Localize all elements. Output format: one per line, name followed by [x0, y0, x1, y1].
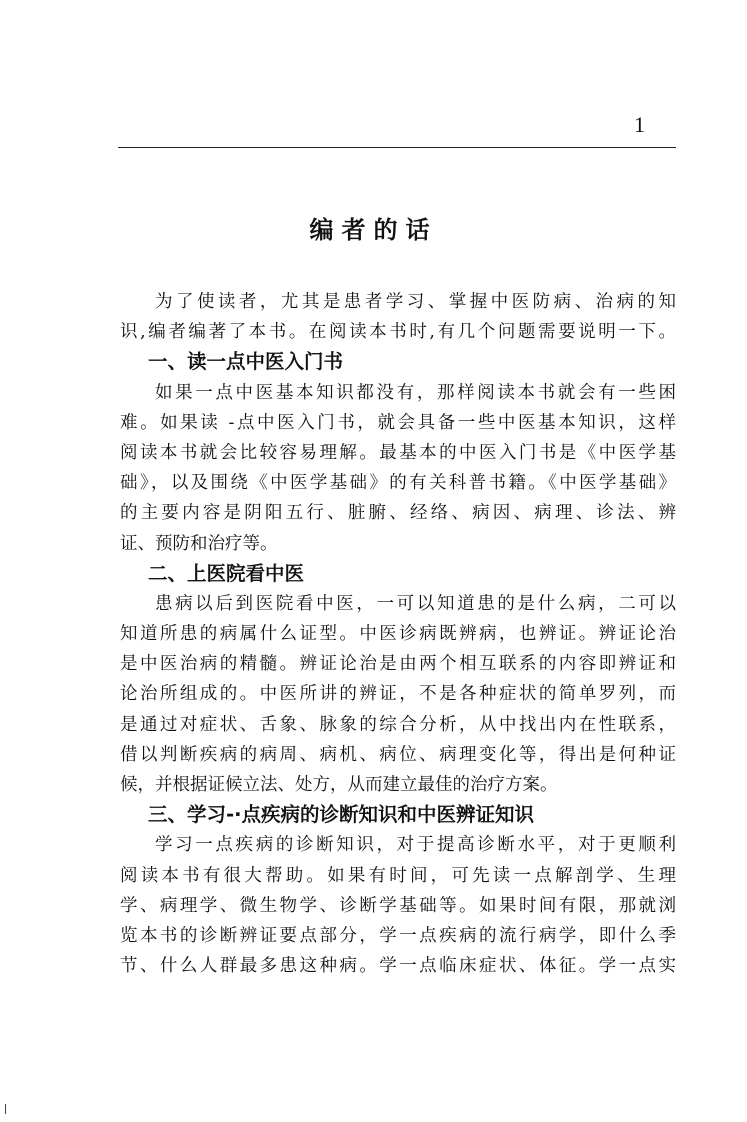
- paragraph-line: 是中医治病的精髓。辨证论治是由两个相互联系的内容即辨证和: [120, 654, 676, 675]
- paragraph-line: 学习一点疾病的诊断知识，对于提高诊断水平，对于更顺利: [155, 835, 676, 856]
- paragraph-line: 患病以后到医院看中医，一可以知道患的是什么病，二可以: [155, 593, 676, 614]
- page-title: 编者的话: [309, 216, 438, 244]
- paragraph-line: 的主要内容是阴阳五行、脏腑、经络、病因、病理、诊法、辨: [120, 503, 676, 524]
- paragraph-line: 为了使读者，尤其是患者学习、掌握中医防病、治病的知: [155, 292, 676, 312]
- section-heading: 一、读一点中医入门书: [148, 350, 344, 374]
- paragraph-line: 节、什么人群最多患这种病。学一点临床症状、体征。学一点实: [120, 956, 676, 977]
- paragraph-line: 础》，以及围绕《中医学基础》的有关科普书籍。《中医学基础》: [120, 473, 676, 494]
- paragraph-line: 候，并根据证候立法、处方，从而建立最佳的治疗方案。: [120, 775, 558, 795]
- header-rule: [118, 147, 676, 148]
- section-heading: 二、上医院看中医: [148, 561, 305, 585]
- page-number: 1: [634, 112, 645, 137]
- paragraph-line: 难。如果读 -点中医入门书，就会具备一些中医基本知识，这样: [120, 412, 676, 433]
- section-heading: 三、学习-·点疾病的诊断知识和中医辨证知识: [148, 803, 535, 827]
- paragraph-line: 识,编者编著了本书。在阅读本书时,有几个问题需要说明一下。: [120, 322, 676, 343]
- paragraph-line: 知道所患的病属什么证型。中医诊病既辨病，也辨证。辨证论治: [120, 624, 676, 645]
- paragraph-line: 览本书的诊断辨证要点部分，学一点疾病的流行病学，即什么季: [120, 925, 676, 946]
- paragraph-line: 借以判断疾病的病周、病机、病位、病理变化等，得出是何种证: [120, 744, 676, 765]
- paragraph-line: 是通过对症状、舌象、脉象的综合分析，从中找出内在性联系，: [120, 714, 676, 735]
- paragraph-line: 证、预防和治疗等。: [120, 533, 278, 554]
- paragraph-line: 阅读本书就会比较容易理解。最基本的中医入门书是《中医学基: [120, 442, 676, 463]
- paragraph-line: 如果一点中医基本知识都没有，那样阅读本书就会有一些困: [155, 382, 676, 403]
- paragraph-line: 阅读本书有很大帮助。如果有时间，可先读一点解剖学、生理: [120, 865, 676, 886]
- scan-mark: [5, 1104, 6, 1114]
- body-text: [120, 287, 676, 981]
- paragraph-line: 学、病理学、微生物学、诊断学基础等。如果时间有限，那就浏: [120, 895, 676, 916]
- paragraph-line: 论治所组成的。中医所讲的辨证，不是各种症状的简单罗列，而: [120, 684, 676, 705]
